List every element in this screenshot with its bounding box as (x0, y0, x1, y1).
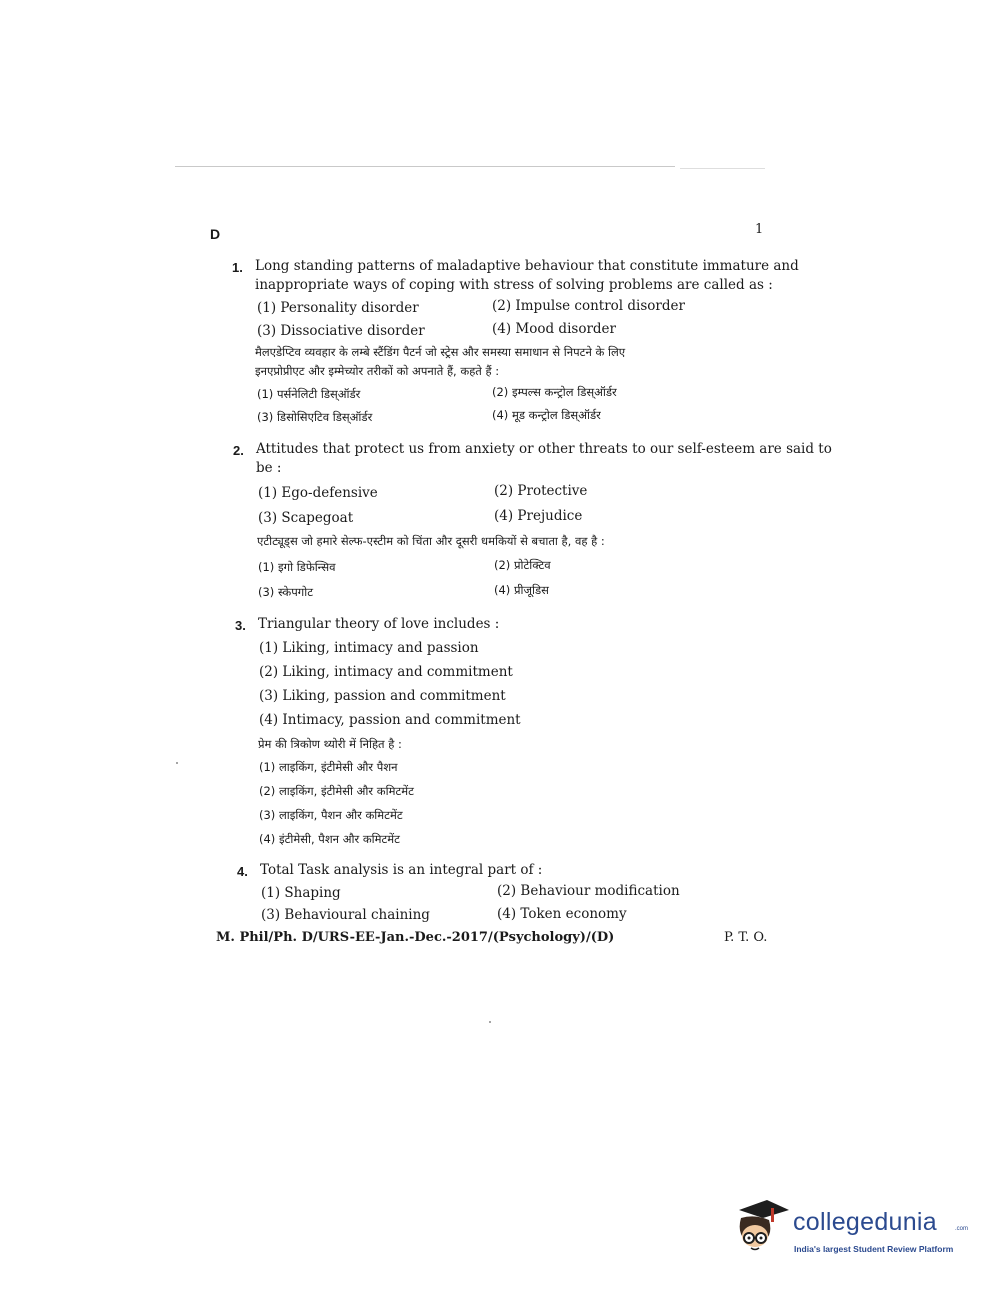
option-en-4: (4) Mood disorder (492, 321, 616, 337)
top-rule-right (680, 168, 765, 169)
option-hi-2: (2) इम्पल्स कन्ट्रोल डिस्ऑर्डर (492, 385, 617, 399)
question-text-en-line1: Triangular theory of love includes : (258, 616, 500, 632)
page-number: 1 (755, 222, 764, 237)
option-hi-4: (4) प्रीजूडिस (494, 583, 549, 597)
question-text-en-line1: Total Task analysis is an integral part of : (260, 862, 543, 878)
option-en-3: (3) Behavioural chaining (261, 907, 430, 923)
option-en-2: (2) Protective (494, 483, 588, 499)
top-rule (175, 166, 675, 167)
option-en-2: (2) Behaviour modification (497, 883, 680, 899)
option-en-3: (3) Liking, passion and commitment (259, 688, 506, 704)
logo-wordmark: collegedunia (793, 1208, 937, 1236)
question-text-hi-line1: मैलएडेप्टिव व्यवहार के लम्बे स्टैंडिंग पैटर्न जो स्ट्रेस और समस्या समाधान से निपटने के लिए (255, 345, 626, 359)
option-en-4: (4) Token economy (497, 906, 627, 922)
question-text-en-line1: Long standing patterns of maladaptive behaviour that constitute immature and (255, 258, 799, 274)
option-hi-2: (2) प्रोटेक्टिव (494, 558, 551, 572)
option-en-4: (4) Prejudice (494, 508, 583, 524)
collegedunia-logo (733, 1196, 968, 1266)
question-number: 3. (235, 618, 246, 633)
option-hi-4: (4) इंटीमेसी, पैशन और कमिटमेंट (259, 832, 400, 846)
option-en-3: (3) Scapegoat (258, 510, 354, 526)
question-number: 1. (232, 260, 243, 275)
footer-paper-code: M. Phil/Ph. D/URS-EE-Jan.-Dec.-2017/(Psychology)/(D) (216, 930, 615, 945)
option-en-1: (1) Shaping (261, 885, 341, 901)
logo-domain-suffix: .com (955, 1226, 969, 1232)
question-text-hi-line2: इनएप्रोप्रीएट और इम्मेच्योर तरीकों को अपनाते हैं, कहते हैं : (255, 364, 500, 378)
set-letter: D (210, 226, 221, 242)
question-text-hi-line1: प्रेम की त्रिकोण थ्योरी में निहित है : (258, 737, 402, 751)
mascot-icon (733, 1196, 795, 1258)
option-en-2: (2) Liking, intimacy and commitment (259, 664, 513, 680)
question-text-hi-line1: एटीट्यूड्स जो हमारे सेल्फ-एस्टीम को चिंता और दूसरी धमकियों से बचाता है, वह है : (257, 534, 605, 548)
option-hi-2: (2) लाइकिंग, इंटीमेसी और कमिटमेंट (259, 784, 414, 798)
question-text-en-line1: Attitudes that protect us from anxiety or other threats to our self-esteem are said to (256, 441, 832, 457)
option-hi-3: (3) डिसोसिएटिव डिस्ऑर्डर (257, 410, 373, 424)
option-hi-3: (3) लाइकिंग, पैशन और कमिटमेंट (259, 808, 403, 822)
scan-speck (176, 762, 178, 764)
question-number: 4. (237, 864, 248, 879)
logo-tagline: India's largest Student Review Platform (794, 1244, 954, 1254)
question-number: 2. (233, 443, 244, 458)
option-hi-3: (3) स्केपगोट (258, 585, 314, 599)
question-text-en-line2: inappropriate ways of coping with stress of solving problems are called as : (255, 277, 773, 293)
option-hi-4: (4) मूड कन्ट्रोल डिस्ऑर्डर (492, 408, 601, 422)
question-text-en-line2: be : (256, 460, 282, 476)
option-en-1: (1) Personality disorder (257, 300, 419, 316)
option-en-1: (1) Liking, intimacy and passion (259, 640, 479, 656)
option-hi-1: (1) लाइकिंग, इंटीमेसी और पैशन (259, 760, 398, 774)
option-en-1: (1) Ego-defensive (258, 485, 378, 501)
footer-pto: P. T. O. (724, 930, 768, 945)
option-en-2: (2) Impulse control disorder (492, 298, 685, 314)
option-hi-1: (1) पर्सनेलिटी डिस्ऑर्डर (257, 387, 361, 401)
option-hi-1: (1) इगो डिफेन्सिव (258, 560, 336, 574)
option-en-4: (4) Intimacy, passion and commitment (259, 712, 521, 728)
option-en-3: (3) Dissociative disorder (257, 323, 425, 339)
scan-speck (489, 1021, 491, 1023)
